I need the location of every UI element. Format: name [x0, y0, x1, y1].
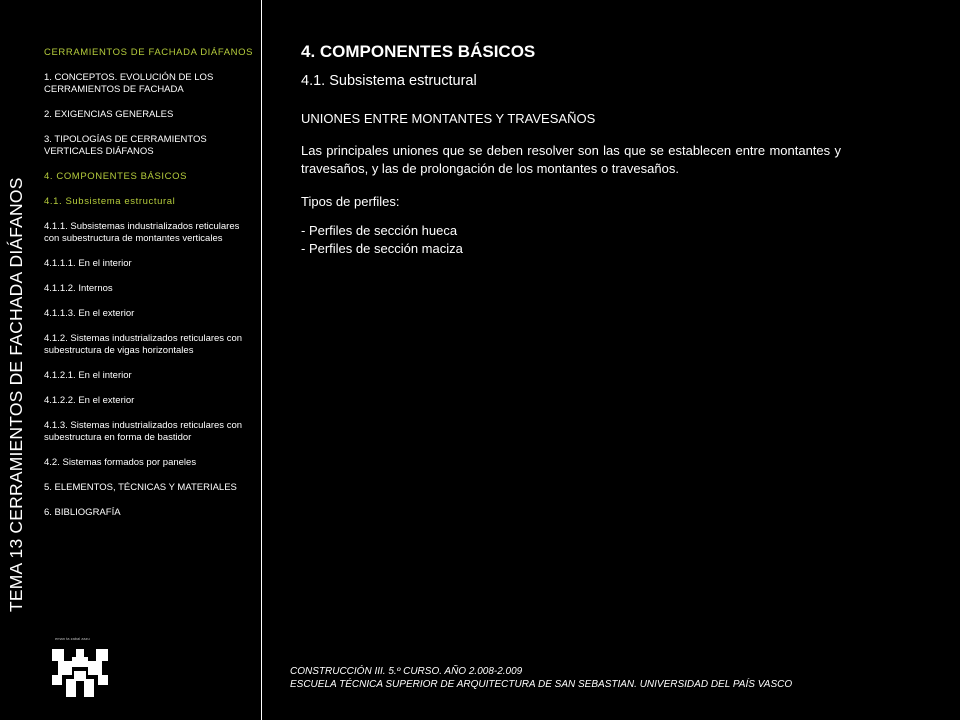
list-item: - Perfiles de sección maciza [301, 241, 463, 256]
section-heading: UNIONES ENTRE MONTANTES Y TRAVESAÑOS [301, 111, 596, 126]
footer-course-line: CONSTRUCCIÓN III. 5.º CURSO. AÑO 2.008-2.009 [290, 666, 523, 677]
types-list [301, 222, 841, 258]
upv-ehu-logo-icon [52, 649, 108, 697]
vertical-course-title: TEMA 13 CERRAMIENTOS DE FACHADA DIÁFANOS [6, 177, 26, 612]
nav-item-cerramientos[interactable]: CERRAMIENTOS DE FACHADA DIÁFANOS [44, 47, 254, 58]
body-paragraph: Las principales uniones que se deben resolver son las que se establecen entre montantes y travesaños, y las de prolongación de los montantes o travesaños. [301, 143, 841, 176]
footer-school-line: ESCUELA TÉCNICA SUPERIOR DE ARQUITECTURA DE SAN SEBASTIAN. UNIVERSIDAD DEL PAÍS VASCO [290, 679, 793, 690]
nav-item-bibliografia[interactable]: 6. BIBLIOGRAFÍA [44, 507, 121, 518]
types-label: Tipos de perfiles: [301, 194, 400, 209]
main-content [301, 42, 841, 258]
page-title: 4. COMPONENTES BÁSICOS [301, 42, 536, 61]
nav-item-subsistema-estructural[interactable]: 4.1. Subsistema estructural [44, 196, 176, 207]
logo-caption: eman ta zabal zazu [55, 636, 90, 641]
nav-item-conceptos[interactable]: 1. CONCEPTOS. EVOLUCIÓN DE LOS CERRAMIENTOS DE FACHADA [44, 72, 214, 95]
nav-item-4-1-3[interactable]: 4.1.3. Sistemas industrializados reticulares con subestructura en forma de bastidor [44, 420, 243, 443]
table-of-contents [44, 47, 256, 532]
nav-item-tipologias[interactable]: 3. TIPOLOGÍAS DE CERRAMIENTOS VERTICALES DIÁFANOS [44, 134, 207, 157]
nav-item-4-1-2-2[interactable]: 4.1.2.2. En el exterior [44, 395, 135, 406]
vertical-divider [261, 0, 262, 720]
nav-item-4-1-2-1[interactable]: 4.1.2.1. En el interior [44, 370, 132, 381]
sidebar-rail [0, 0, 36, 720]
university-logo [52, 636, 112, 697]
nav-item-4-2[interactable]: 4.2. Sistemas formados por paneles [44, 457, 197, 468]
nav-item-exigencias[interactable]: 2. EXIGENCIAS GENERALES [44, 109, 174, 120]
nav-item-elementos[interactable]: 5. ELEMENTOS, TÉCNICAS Y MATERIALES [44, 482, 237, 493]
nav-item-4-1-2[interactable]: 4.1.2. Sistemas industrializados reticulares con subestructura de vigas horizontales [44, 333, 243, 356]
nav-item-4-1-1-1[interactable]: 4.1.1.1. En el interior [44, 258, 132, 269]
nav-item-4-1-1[interactable]: 4.1.1. Subsistemas industrializados reticulares con subestructura de montantes verticales [44, 221, 240, 244]
section-subtitle: 4.1. Subsistema estructural [301, 73, 477, 89]
nav-item-4-1-1-2[interactable]: 4.1.1.2. Internos [44, 283, 113, 294]
footer [290, 665, 792, 691]
nav-item-4-1-1-3[interactable]: 4.1.1.3. En el exterior [44, 308, 135, 319]
nav-item-componentes[interactable]: 4. COMPONENTES BÁSICOS [44, 171, 188, 182]
list-item: - Perfiles de sección hueca [301, 223, 458, 238]
